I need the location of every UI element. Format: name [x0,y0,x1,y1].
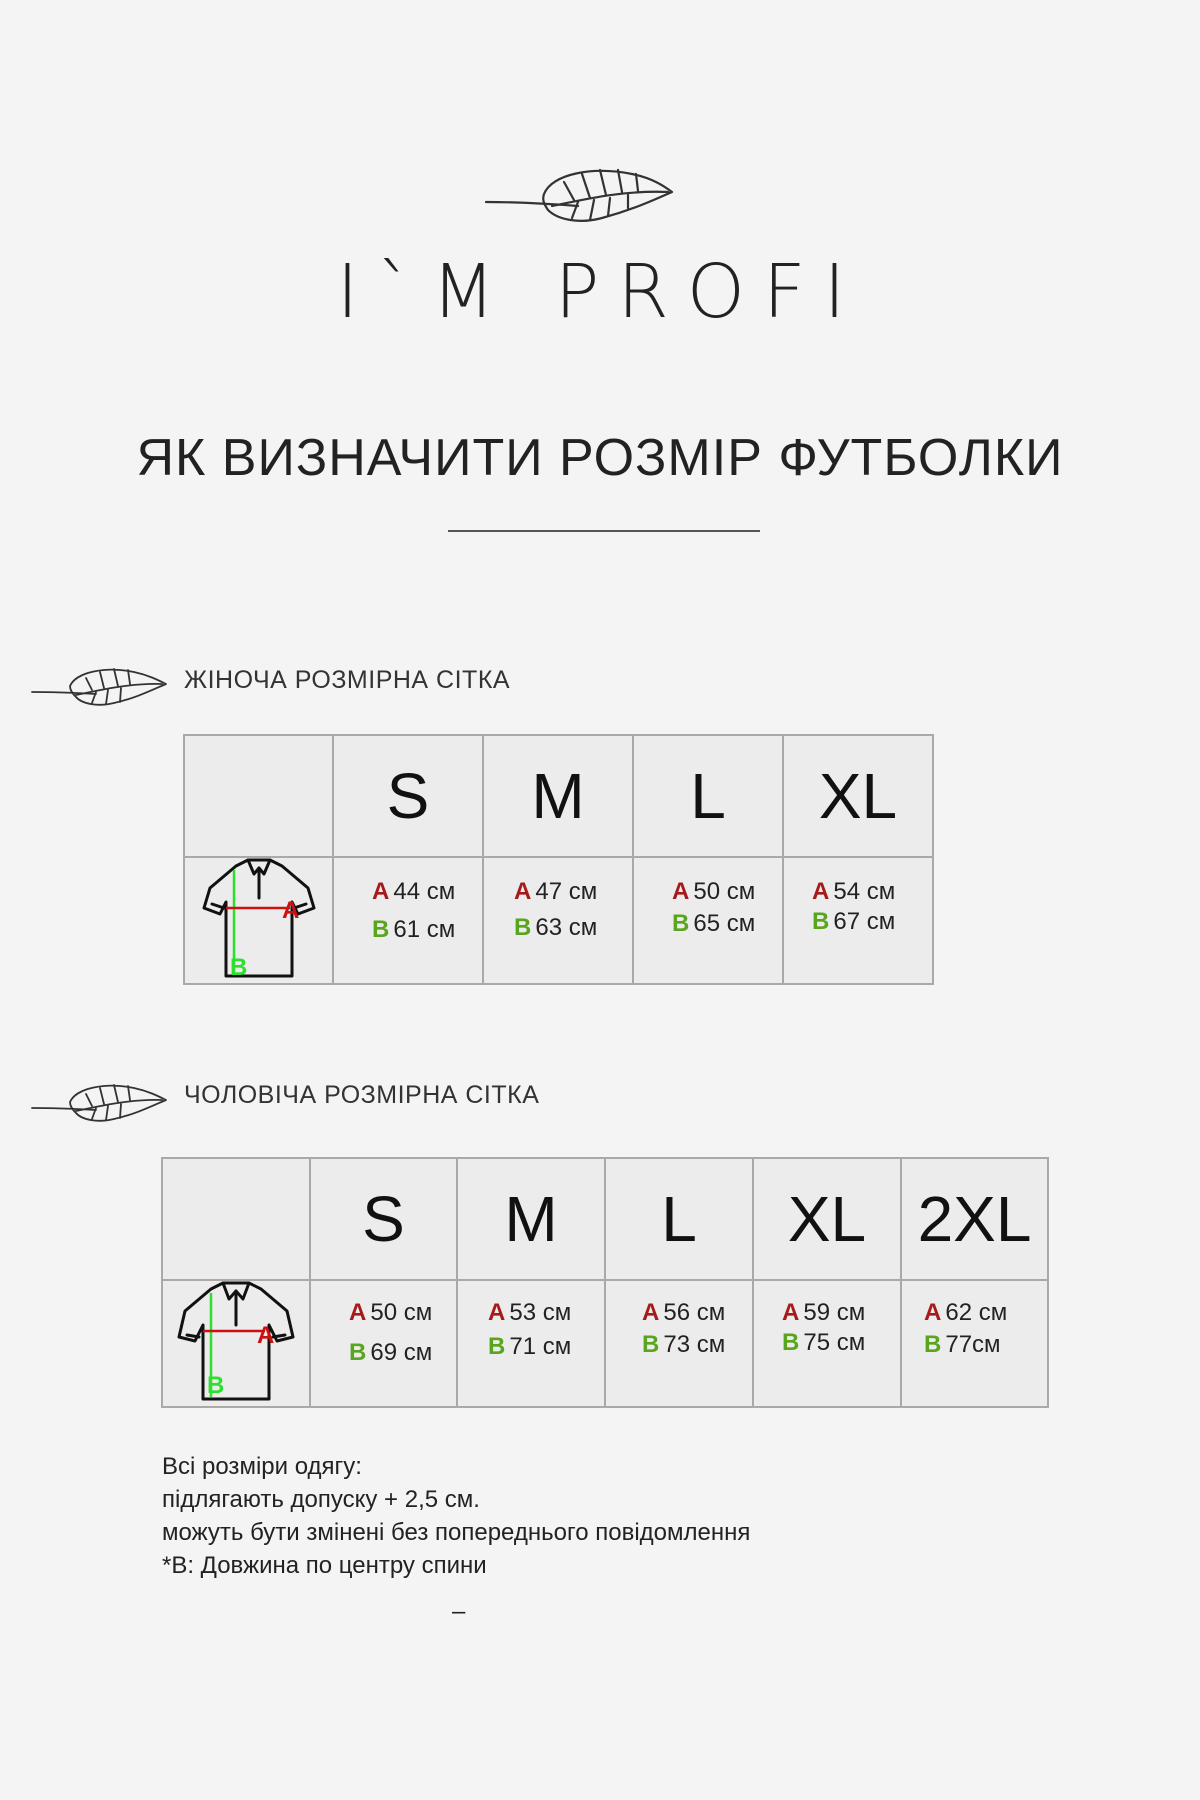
shirt-label-b: B [207,1372,225,1399]
women-size-l: L [633,735,783,857]
women-size-table [183,734,934,985]
footer-dash: – [452,1598,466,1625]
men-measure-s [310,1280,457,1407]
value-b: 77см [945,1331,1001,1358]
shirt-label-a: A [281,897,299,924]
women-measure-xl [783,857,933,984]
value-b: 67 см [833,908,896,935]
label-b: B [672,910,690,937]
value-a: 50 см [370,1299,433,1326]
value-b: 69 см [370,1339,433,1366]
women-corner-cell [184,735,333,857]
note-line: Всі розміри одягу: [162,1453,362,1480]
men-shirt-diagram-icon [177,1281,295,1401]
label-a: A [372,878,390,905]
value-a: 44 см [393,878,456,905]
value-a: 53 см [509,1299,572,1326]
women-measure-row [184,857,933,984]
value-b: 71 см [509,1333,572,1360]
brand-logo-text: I`M PROFI [336,249,864,335]
value-b: 65 см [693,910,756,937]
men-size-table [161,1157,1049,1408]
men-shirt-cell [162,1280,310,1407]
women-chart-title: ЖІНОЧА РОЗМІРНА СІТКА [184,666,511,694]
men-chart-title: ЧОЛОВІЧА РОЗМІРНА СІТКА [184,1081,540,1109]
label-a: A [672,878,690,905]
women-size-xl: XL [783,735,933,857]
label-a: A [349,1299,367,1326]
women-measure-s [333,857,483,984]
value-a: 54 см [833,878,896,905]
label-b: B [372,916,390,943]
women-header-row [184,735,933,857]
note-line: підлягають допуску + 2,5 см. [162,1486,480,1513]
women-shirt-diagram-icon [200,858,318,978]
label-b: B [514,914,532,941]
value-b: 73 см [663,1331,726,1358]
men-size-m: M [457,1158,605,1280]
label-a: A [488,1299,506,1326]
label-b: B [642,1331,660,1358]
label-b: B [812,908,830,935]
women-measure-m [483,857,633,984]
label-b: B [488,1333,506,1360]
men-measure-2xl [901,1280,1048,1407]
label-a: A [642,1299,660,1326]
logo-leaf-icon [482,160,682,238]
label-a: A [812,878,830,905]
label-b: B [349,1339,367,1366]
value-a: 59 см [803,1299,866,1326]
men-size-2xl: 2XL [901,1158,1048,1280]
shirt-label-a: A [257,1322,275,1349]
size-notes [162,1450,750,1582]
value-b: 75 см [803,1329,866,1356]
note-line: *B: Довжина по центру спини [162,1552,487,1579]
men-measure-xl [753,1280,901,1407]
women-measure-l [633,857,783,984]
title-divider [448,530,760,532]
women-section-leaf-icon [30,662,170,718]
label-a: A [782,1299,800,1326]
shirt-label-b: B [229,954,247,978]
men-section-leaf-icon [30,1078,170,1134]
value-a: 47 см [535,878,598,905]
label-b: B [924,1331,942,1358]
men-measure-row [162,1280,1048,1407]
page-title: ЯК ВИЗНАЧИТИ РОЗМІР ФУТБОЛКИ [136,429,1064,487]
value-a: 62 см [945,1299,1008,1326]
label-b: B [782,1329,800,1356]
value-a: 56 см [663,1299,726,1326]
note-line: можуть бути змінені без попереднього повідомлення [162,1519,751,1546]
men-measure-m [457,1280,605,1407]
women-size-m: M [483,735,633,857]
label-a: A [924,1299,942,1326]
value-b: 63 см [535,914,598,941]
value-a: 50 см [693,878,756,905]
men-corner-cell [162,1158,310,1280]
men-size-l: L [605,1158,753,1280]
women-shirt-cell [184,857,333,984]
men-header-row [162,1158,1048,1280]
men-measure-l [605,1280,753,1407]
men-size-s: S [310,1158,457,1280]
value-b: 61 см [393,916,456,943]
women-size-s: S [333,735,483,857]
label-a: A [514,878,532,905]
men-size-xl: XL [753,1158,901,1280]
